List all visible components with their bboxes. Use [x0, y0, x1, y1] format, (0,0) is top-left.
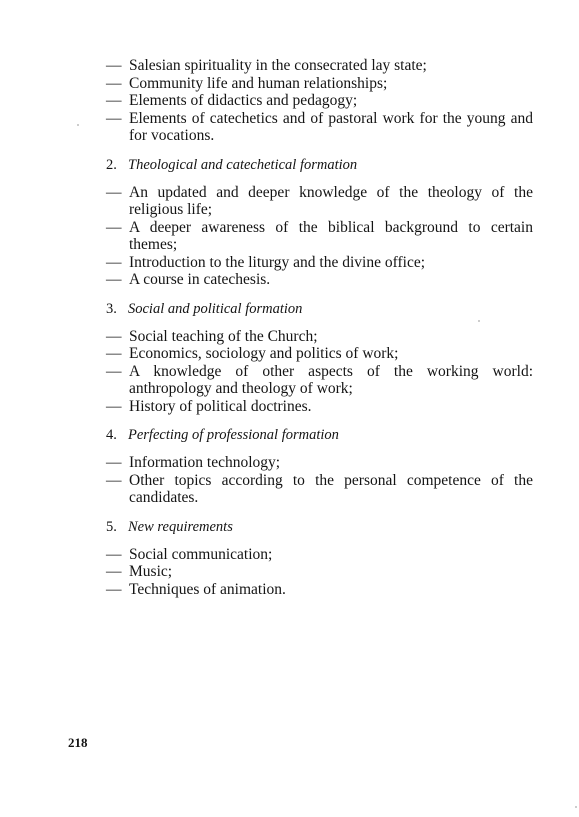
list-item [106, 75, 533, 93]
list-item [106, 57, 533, 75]
section-heading [106, 519, 533, 536]
list-item-text: An updated and deeper knowledge of the theology of the religious life; [129, 183, 533, 218]
dash-marker: — [106, 563, 122, 580]
list-item [106, 345, 533, 363]
list-item-text: Social teaching of the Church; [129, 327, 318, 345]
list-item-text: Information technology; [129, 454, 281, 471]
list-item-text: Elements of didactics and pedagogy; [129, 92, 358, 109]
list-item [106, 398, 533, 416]
list-item [106, 110, 533, 145]
list-item [106, 92, 533, 110]
dash-marker: — [106, 183, 122, 201]
dash-marker: — [106, 109, 122, 127]
section-list [106, 454, 533, 507]
list-item-text: A deeper awareness of the biblical background to certain themes; [129, 218, 533, 253]
list-item [106, 546, 533, 564]
section-heading [106, 427, 533, 444]
dash-marker: — [106, 327, 122, 345]
section-number: 3. [106, 300, 117, 317]
dash-marker: — [106, 580, 122, 598]
list-item [106, 454, 533, 472]
list-item-text: A course in catechesis. [129, 271, 271, 288]
list-item-text: History of political doctrines. [129, 397, 312, 415]
list-item-text: Salesian spirituality in the consecrated lay state; [129, 57, 427, 74]
list-item [106, 472, 533, 507]
scan-speck [77, 124, 79, 126]
intro-list [106, 57, 533, 145]
section-number: 5. [106, 518, 117, 535]
dash-marker: — [106, 57, 122, 74]
dash-marker: — [106, 362, 122, 380]
page-body [106, 57, 533, 598]
list-item [106, 328, 533, 346]
scan-speck [575, 806, 577, 808]
list-item-text: Music; [129, 563, 173, 580]
dash-marker: — [106, 471, 122, 489]
dash-marker: — [106, 253, 122, 271]
list-item-text: A knowledge of other aspects of the working world: anthropology and theology of work; [129, 362, 533, 397]
list-item-text: Elements of catechetics and of pastoral work for the young and for vocations. [129, 109, 533, 144]
section-heading [106, 157, 533, 174]
dash-marker: — [106, 92, 122, 109]
dash-marker: — [106, 271, 122, 288]
section-number: 2. [106, 156, 117, 173]
dash-marker: — [106, 74, 122, 92]
list-item-text: Introduction to the liturgy and the divine office; [129, 253, 426, 271]
page-number: 218 [68, 735, 88, 750]
list-item [106, 271, 533, 289]
section-list [106, 546, 533, 599]
section-title: Theological and catechetical formation [128, 156, 358, 173]
list-item [106, 184, 533, 219]
list-item-text: Community life and human relationships; [129, 74, 388, 92]
section-title: Social and political formation [128, 300, 303, 317]
scan-speck [478, 320, 480, 322]
dash-marker: — [106, 454, 122, 471]
section-list [106, 184, 533, 289]
section-heading [106, 301, 533, 318]
dash-marker: — [106, 218, 122, 236]
list-item [106, 581, 533, 599]
list-item [106, 563, 533, 581]
list-item-text: Other topics according to the personal competence of the candidates. [129, 471, 533, 506]
list-item [106, 254, 533, 272]
section-title: Perfecting of professional formation [128, 427, 339, 443]
list-item-text: Economics, sociology and politics of work; [129, 345, 399, 362]
list-item-text: Social communication; [129, 545, 273, 563]
dash-marker: — [106, 545, 122, 563]
list-item-text: Techniques of animation. [129, 580, 286, 598]
section-list [106, 328, 533, 416]
section-title: New requirements [128, 518, 233, 535]
dash-marker: — [106, 345, 122, 362]
dash-marker: — [106, 397, 122, 415]
list-item [106, 363, 533, 398]
list-item [106, 219, 533, 254]
section-number: 4. [106, 427, 117, 443]
